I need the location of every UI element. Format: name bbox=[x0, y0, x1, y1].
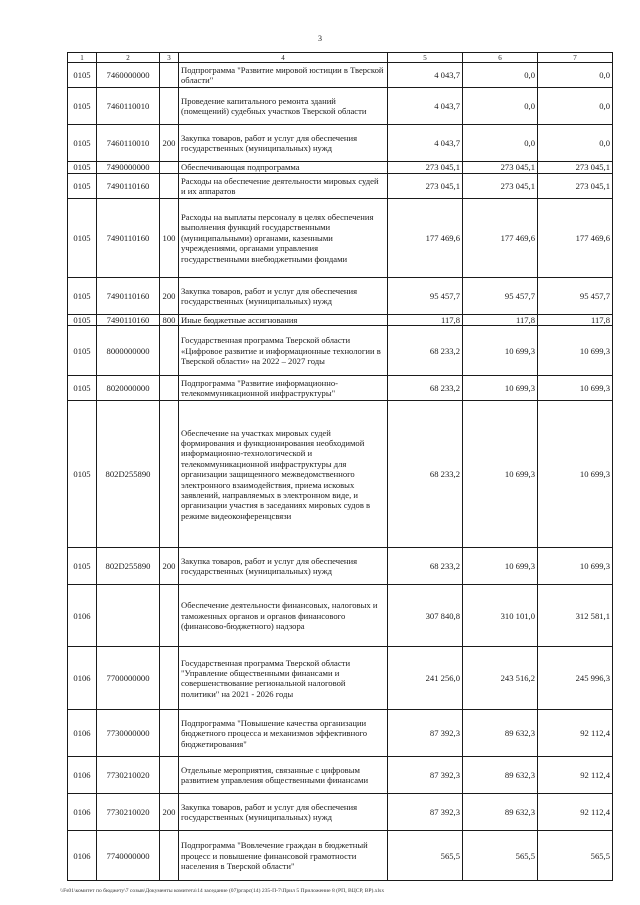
amount-year3-cell: 10 699,3 bbox=[538, 401, 613, 548]
amount-year3-cell: 92 112,4 bbox=[538, 794, 613, 831]
section-code-cell: 0105 bbox=[68, 278, 97, 315]
table-row bbox=[68, 794, 613, 831]
section-code-cell: 0105 bbox=[68, 88, 97, 125]
section-code-cell: 0105 bbox=[68, 326, 97, 376]
amount-year2-cell: 310 101,0 bbox=[463, 585, 538, 647]
section-code-cell: 0105 bbox=[68, 199, 97, 278]
item-name-cell: Подпрограмма "Развитие мировой юстиции в Тверской области" bbox=[179, 63, 388, 88]
header-cell: 1 bbox=[68, 53, 97, 63]
section-code-cell: 0105 bbox=[68, 548, 97, 585]
amount-year1-cell: 87 392,3 bbox=[388, 710, 463, 757]
amount-year1-cell: 68 233,2 bbox=[388, 401, 463, 548]
target-article-cell: 7490110160 bbox=[97, 278, 160, 315]
amount-year3-cell: 0,0 bbox=[538, 125, 613, 162]
target-article-cell: 8000000000 bbox=[97, 326, 160, 376]
item-name-cell: Закупка товаров, работ и услуг для обеспечения государственных (муниципальных) нужд bbox=[179, 125, 388, 162]
header-cell: 2 bbox=[97, 53, 160, 63]
table-row bbox=[68, 63, 613, 88]
amount-year3-cell: 0,0 bbox=[538, 88, 613, 125]
target-article-cell: 7460000000 bbox=[97, 63, 160, 88]
header-row bbox=[68, 53, 613, 63]
target-article-cell: 7490110160 bbox=[97, 174, 160, 199]
header-cell: 5 bbox=[388, 53, 463, 63]
expense-type-cell: 200 bbox=[160, 794, 179, 831]
amount-year3-cell: 0,0 bbox=[538, 63, 613, 88]
section-code-cell: 0106 bbox=[68, 831, 97, 881]
expense-type-cell bbox=[160, 831, 179, 881]
item-name-cell: Подпрограмма "Повышение качества организации бюджетного процесса и механизмов эффективного бюджетирования" bbox=[179, 710, 388, 757]
amount-year2-cell: 10 699,3 bbox=[463, 376, 538, 401]
amount-year3-cell: 565,5 bbox=[538, 831, 613, 881]
amount-year1-cell: 4 043,7 bbox=[388, 125, 463, 162]
amount-year2-cell: 0,0 bbox=[463, 125, 538, 162]
amount-year3-cell: 245 996,3 bbox=[538, 647, 613, 710]
amount-year2-cell: 273 045,1 bbox=[463, 174, 538, 199]
amount-year3-cell: 92 112,4 bbox=[538, 710, 613, 757]
target-article-cell: 802D255890 bbox=[97, 548, 160, 585]
item-name-cell: Государственная программа Тверской области "Управление общественными финансами и совершенствование региональной налоговой политики" на 2021 - 2026 годы bbox=[179, 647, 388, 710]
header-cell: 4 bbox=[179, 53, 388, 63]
section-code-cell: 0105 bbox=[68, 401, 97, 548]
amount-year2-cell: 89 632,3 bbox=[463, 757, 538, 794]
target-article-cell: 8020000000 bbox=[97, 376, 160, 401]
amount-year1-cell: 307 840,8 bbox=[388, 585, 463, 647]
amount-year3-cell: 117,8 bbox=[538, 315, 613, 326]
amount-year1-cell: 565,5 bbox=[388, 831, 463, 881]
expense-type-cell: 100 bbox=[160, 199, 179, 278]
section-code-cell: 0105 bbox=[68, 162, 97, 174]
header-cell: 7 bbox=[538, 53, 613, 63]
budget-table bbox=[67, 52, 613, 881]
expense-type-cell bbox=[160, 88, 179, 125]
item-name-cell: Проведение капитального ремонта зданий (помещений) судебных участков Тверской области bbox=[179, 88, 388, 125]
table-row bbox=[68, 376, 613, 401]
target-article-cell: 7490110160 bbox=[97, 199, 160, 278]
item-name-cell: Обеспечение на участках мировых судей формирования и функционирования необходимой информационно-технологической и телекоммуникационной инфраструктуры для организации защищенного межведомственного электронного взаимодействия, приема исковых заявлений, направляемых в электронном виде, и организации участия в заседаниях мировых судов в режиме видеоконференцсвязи bbox=[179, 401, 388, 548]
expense-type-cell bbox=[160, 585, 179, 647]
amount-year1-cell: 68 233,2 bbox=[388, 548, 463, 585]
amount-year1-cell: 68 233,2 bbox=[388, 326, 463, 376]
amount-year1-cell: 273 045,1 bbox=[388, 162, 463, 174]
table-row bbox=[68, 162, 613, 174]
expense-type-cell bbox=[160, 647, 179, 710]
target-article-cell: 7730210020 bbox=[97, 757, 160, 794]
amount-year3-cell: 273 045,1 bbox=[538, 174, 613, 199]
amount-year3-cell: 92 112,4 bbox=[538, 757, 613, 794]
table-row bbox=[68, 831, 613, 881]
table-row bbox=[68, 710, 613, 757]
item-name-cell: Отдельные мероприятия, связанные с цифровым развитием управления общественными финансами bbox=[179, 757, 388, 794]
table-row bbox=[68, 401, 613, 548]
table-row bbox=[68, 199, 613, 278]
amount-year1-cell: 4 043,7 bbox=[388, 88, 463, 125]
target-article-cell: 7490000000 bbox=[97, 162, 160, 174]
amount-year1-cell: 87 392,3 bbox=[388, 757, 463, 794]
table-row bbox=[68, 88, 613, 125]
amount-year2-cell: 0,0 bbox=[463, 88, 538, 125]
amount-year1-cell: 117,8 bbox=[388, 315, 463, 326]
amount-year3-cell: 10 699,3 bbox=[538, 326, 613, 376]
expense-type-cell bbox=[160, 757, 179, 794]
item-name-cell: Подпрограмма "Развитие информационно-телекоммуникационной инфраструктуры" bbox=[179, 376, 388, 401]
target-article-cell: 7460110010 bbox=[97, 125, 160, 162]
item-name-cell: Иные бюджетные ассигнования bbox=[179, 315, 388, 326]
item-name-cell: Расходы на обеспечение деятельности мировых судей и их аппаратов bbox=[179, 174, 388, 199]
amount-year2-cell: 117,8 bbox=[463, 315, 538, 326]
expense-type-cell bbox=[160, 401, 179, 548]
amount-year2-cell: 565,5 bbox=[463, 831, 538, 881]
amount-year3-cell: 177 469,6 bbox=[538, 199, 613, 278]
target-article-cell: 7460110010 bbox=[97, 88, 160, 125]
target-article-cell: 7490110160 bbox=[97, 315, 160, 326]
amount-year1-cell: 177 469,6 bbox=[388, 199, 463, 278]
amount-year2-cell: 243 516,2 bbox=[463, 647, 538, 710]
item-name-cell: Закупка товаров, работ и услуг для обеспечения государственных (муниципальных) нужд bbox=[179, 548, 388, 585]
target-article-cell: 802D255890 bbox=[97, 401, 160, 548]
item-name-cell: Подпрограмма "Вовлечение граждан в бюджетный процесс и повышение финансовой грамотности населения в Тверской области" bbox=[179, 831, 388, 881]
expense-type-cell: 200 bbox=[160, 548, 179, 585]
amount-year1-cell: 273 045,1 bbox=[388, 174, 463, 199]
amount-year1-cell: 95 457,7 bbox=[388, 278, 463, 315]
expense-type-cell: 800 bbox=[160, 315, 179, 326]
amount-year2-cell: 89 632,3 bbox=[463, 794, 538, 831]
expense-type-cell bbox=[160, 326, 179, 376]
section-code-cell: 0106 bbox=[68, 710, 97, 757]
target-article-cell: 7740000000 bbox=[97, 831, 160, 881]
amount-year2-cell: 177 469,6 bbox=[463, 199, 538, 278]
amount-year2-cell: 95 457,7 bbox=[463, 278, 538, 315]
expense-type-cell: 200 bbox=[160, 125, 179, 162]
item-name-cell: Расходы на выплаты персоналу в целях обеспечения выполнения функций государственными (муниципальными) органами, казенными учреждениями, органами управления государственными внебюджетными фондами bbox=[179, 199, 388, 278]
target-article-cell bbox=[97, 585, 160, 647]
amount-year1-cell: 68 233,2 bbox=[388, 376, 463, 401]
table-row bbox=[68, 174, 613, 199]
amount-year2-cell: 10 699,3 bbox=[463, 401, 538, 548]
expense-type-cell: 200 bbox=[160, 278, 179, 315]
section-code-cell: 0106 bbox=[68, 794, 97, 831]
table-row bbox=[68, 757, 613, 794]
section-code-cell: 0106 bbox=[68, 647, 97, 710]
expense-type-cell bbox=[160, 162, 179, 174]
file-path-footer: \\Fs01\комитет по бюджету\7 созыв\Документы комитета\14 заседание (07)ргарс(14) 235-П-7\Прил 5 Приложение 8 (РП, ВЦСР, ВР).xlsx bbox=[60, 888, 385, 894]
amount-year3-cell: 312 581,1 bbox=[538, 585, 613, 647]
section-code-cell: 0106 bbox=[68, 585, 97, 647]
page-number: 3 bbox=[318, 34, 322, 43]
amount-year1-cell: 4 043,7 bbox=[388, 63, 463, 88]
amount-year3-cell: 95 457,7 bbox=[538, 278, 613, 315]
amount-year2-cell: 89 632,3 bbox=[463, 710, 538, 757]
table-row bbox=[68, 585, 613, 647]
section-code-cell: 0105 bbox=[68, 376, 97, 401]
target-article-cell: 7700000000 bbox=[97, 647, 160, 710]
table-row bbox=[68, 278, 613, 315]
expense-type-cell bbox=[160, 710, 179, 757]
amount-year1-cell: 241 256,0 bbox=[388, 647, 463, 710]
table-row bbox=[68, 647, 613, 710]
expense-type-cell bbox=[160, 376, 179, 401]
section-code-cell: 0105 bbox=[68, 125, 97, 162]
amount-year2-cell: 10 699,3 bbox=[463, 548, 538, 585]
item-name-cell: Закупка товаров, работ и услуг для обеспечения государственных (муниципальных) нужд bbox=[179, 278, 388, 315]
section-code-cell: 0105 bbox=[68, 174, 97, 199]
amount-year3-cell: 273 045,1 bbox=[538, 162, 613, 174]
section-code-cell: 0105 bbox=[68, 315, 97, 326]
item-name-cell: Государственная программа Тверской области «Цифровое развитие и информационные технологии в Тверской области» на 2022 – 2027 годы bbox=[179, 326, 388, 376]
expense-type-cell bbox=[160, 63, 179, 88]
item-name-cell: Закупка товаров, работ и услуг для обеспечения государственных (муниципальных) нужд bbox=[179, 794, 388, 831]
amount-year1-cell: 87 392,3 bbox=[388, 794, 463, 831]
section-code-cell: 0106 bbox=[68, 757, 97, 794]
target-article-cell: 7730210020 bbox=[97, 794, 160, 831]
amount-year2-cell: 10 699,3 bbox=[463, 326, 538, 376]
header-cell: 3 bbox=[160, 53, 179, 63]
table-row bbox=[68, 125, 613, 162]
item-name-cell: Обеспечивающая подпрограмма bbox=[179, 162, 388, 174]
table-row bbox=[68, 315, 613, 326]
table-row bbox=[68, 326, 613, 376]
amount-year2-cell: 0,0 bbox=[463, 63, 538, 88]
expense-type-cell bbox=[160, 174, 179, 199]
amount-year3-cell: 10 699,3 bbox=[538, 548, 613, 585]
section-code-cell: 0105 bbox=[68, 63, 97, 88]
item-name-cell: Обеспечение деятельности финансовых, налоговых и таможенных органов и органов финансового (финансово-бюджетного) надзора bbox=[179, 585, 388, 647]
target-article-cell: 7730000000 bbox=[97, 710, 160, 757]
header-cell: 6 bbox=[463, 53, 538, 63]
table-row bbox=[68, 548, 613, 585]
amount-year3-cell: 10 699,3 bbox=[538, 376, 613, 401]
amount-year2-cell: 273 045,1 bbox=[463, 162, 538, 174]
